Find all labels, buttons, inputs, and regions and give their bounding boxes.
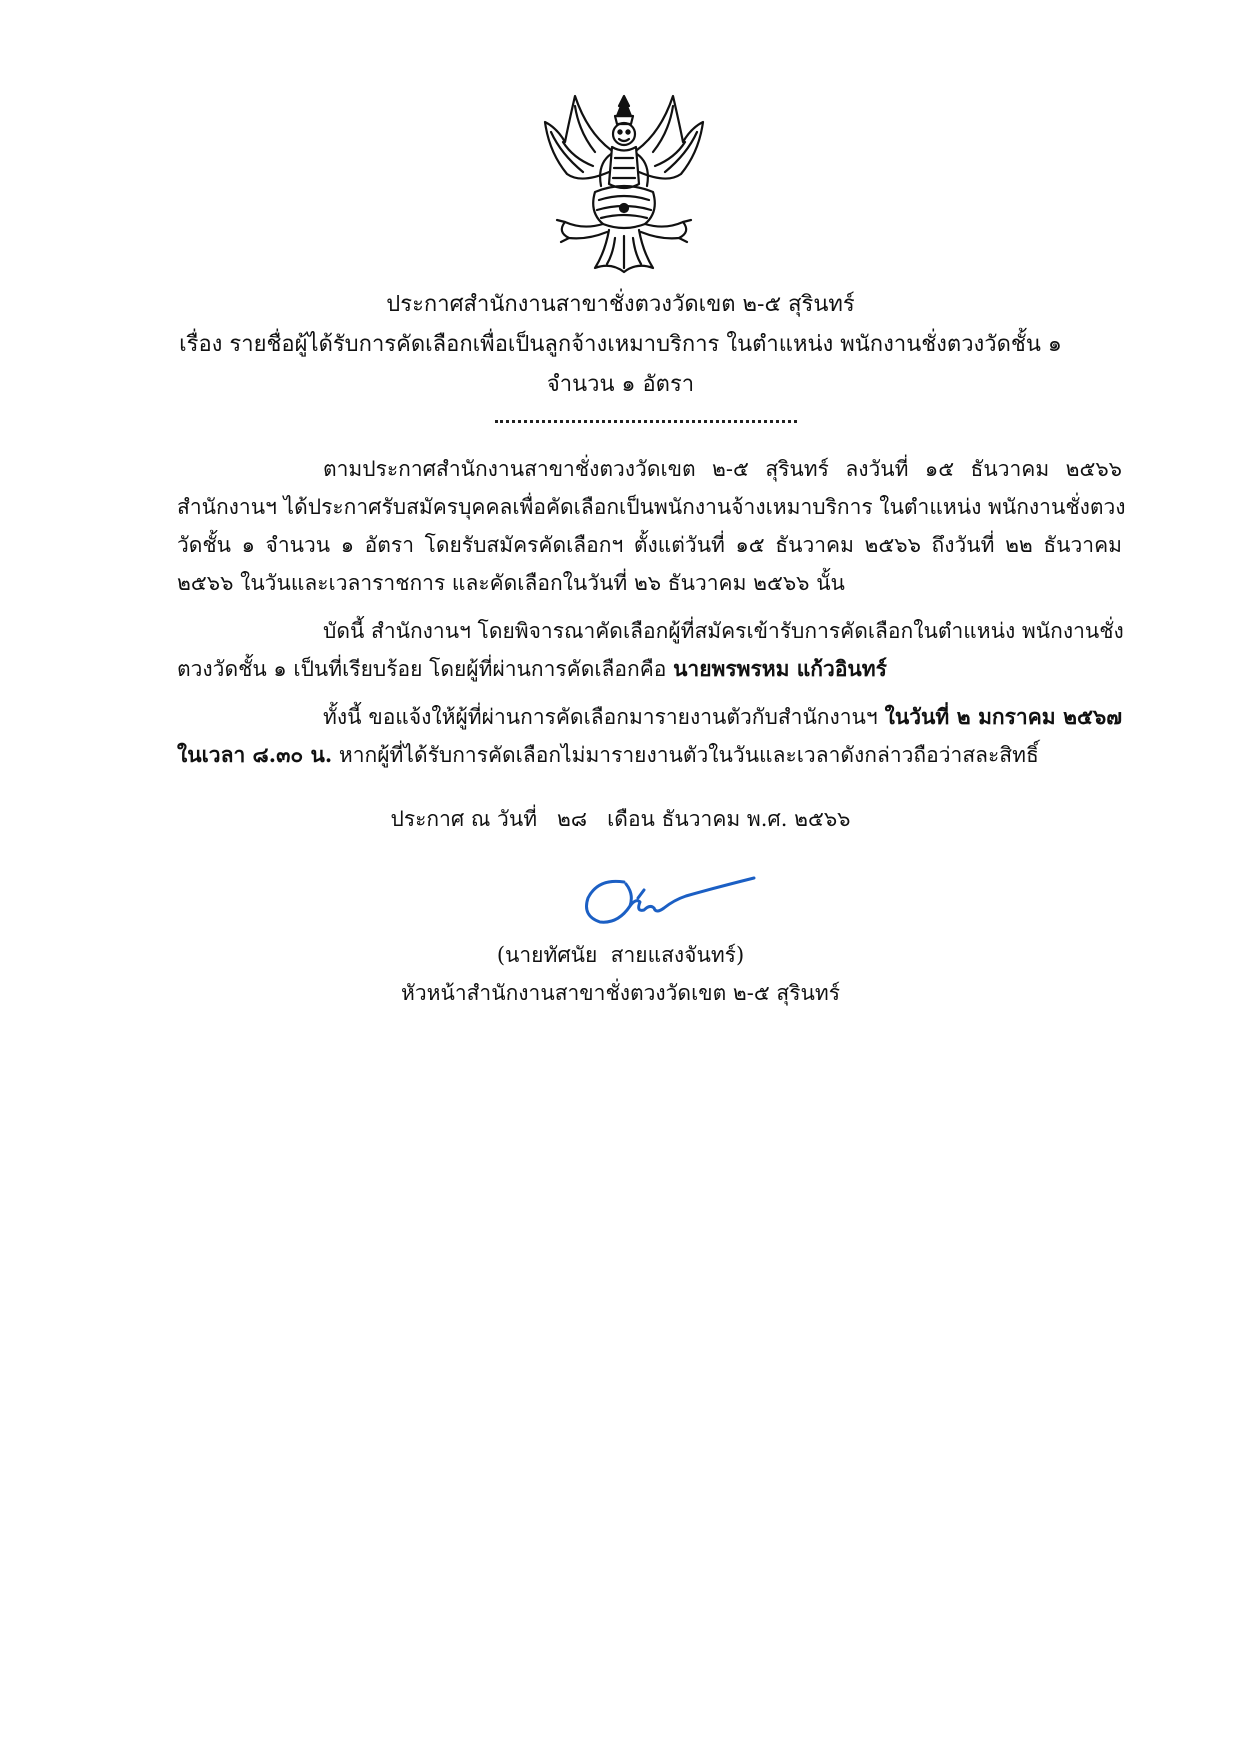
paragraph-3-text-2: หากผู้ที่ได้รับการคัดเลือกไม่มารายงานตัวในวันและเวลาดังกล่าวถือว่าสละสิทธิ์ — [332, 743, 1039, 767]
signatory-position: หัวหน้าสำนักงานสาขาชั่งตวงวัดเขต ๒-๕ สุรินทร์ — [400, 981, 840, 1005]
paragraph-1-line-4: ๒๕๖๖ ในวันและเวลาราชการ และคัดเลือกในวันที่ ๒๖ ธันวาคม ๒๕๖๖ นั้น — [177, 571, 845, 595]
signatory-name: (นายทัศนัย สายแสงจันทร์) — [496, 943, 745, 967]
announcement-title: ประกาศสำนักงานสาขาชั่งตวงวัดเขต ๒-๕ สุรินทร์ — [386, 292, 855, 317]
garuda-emblem-icon — [535, 92, 713, 274]
announcement-date: ประกาศ ณ วันที่ ๒๘ เดือน ธันวาคม พ.ศ. ๒๕๖๖ — [390, 807, 851, 831]
paragraph-3-line-2 — [177, 740, 1122, 770]
announcement-subject: เรื่อง รายชื่อผู้ได้รับการคัดเลือกเพื่อเป็นลูกจ้างเหมาบริการ ในตำแหน่ง พนักงานชั่งตวงวัดชั้น ๑ — [179, 332, 1062, 357]
announcement-quota: จำนวน ๑ อัตรา — [546, 372, 695, 397]
paragraph-3-text: ทั้งนี้ ขอแจ้งให้ผู้ที่ผ่านการคัดเลือกมารายงานตัวกับสำนักงานฯ — [323, 705, 885, 729]
selected-candidate-name: นายพรพรหม แก้วอินทร์ — [673, 656, 887, 681]
paragraph-2-line-2 — [177, 654, 1122, 684]
report-date: ในวันที่ ๒ มกราคม ๒๕๖๗ — [884, 704, 1122, 729]
report-time: ในเวลา ๘.๓๐ น. — [177, 742, 333, 767]
paragraph-3-line-1 — [323, 702, 1122, 732]
dotted-divider — [495, 416, 797, 423]
signature-icon — [578, 868, 758, 930]
paragraph-1-line-2: สำนักงานฯ ได้ประกาศรับสมัครบุคคลเพื่อคัดเลือกเป็นพนักงานจ้างเหมาบริการ ในตำแหน่ง พนักงานชั่งตวง — [177, 495, 1126, 519]
paragraph-1-line-1: ตามประกาศสำนักงานสาขาชั่งตวงวัดเขต ๒-๕ สุรินทร์ ลงวันที่ ๑๕ ธันวาคม ๒๕๖๖ — [323, 457, 1122, 481]
paragraph-2-text: ตวงวัดชั้น ๑ เป็นที่เรียบร้อย โดยผู้ที่ผ่านการคัดเลือกคือ — [177, 657, 674, 681]
paragraph-2-line-1: บัดนี้ สำนักงานฯ โดยพิจารณาคัดเลือกผู้ที่สมัครเข้ารับการคัดเลือกในตำแหน่ง พนักงานชั่ง — [323, 619, 1124, 643]
paragraph-1-line-3: วัดชั้น ๑ จำนวน ๑ อัตรา โดยรับสมัครคัดเลือกฯ ตั้งแต่วันที่ ๑๕ ธันวาคม ๒๕๖๖ ถึงวันที่ ๒๒ ธันวาคม — [177, 533, 1122, 557]
